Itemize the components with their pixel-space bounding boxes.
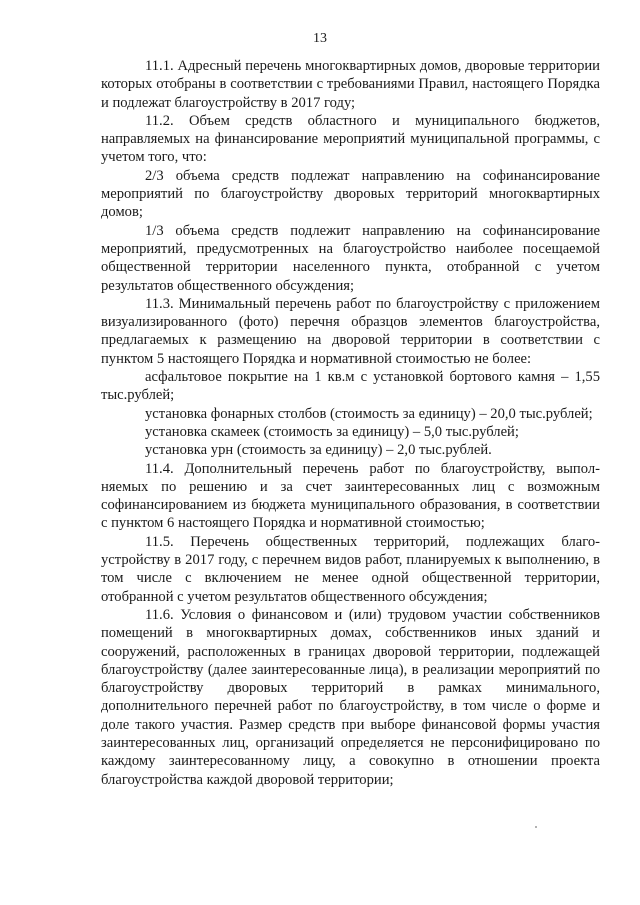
paragraph-11-4: 11.4. Дополнительный перечень работ по благоустройству, выпол- няемых по решению и за счет заинтересованных лиц с возможным софинансированием из бюджета муниципального образования, в соответствии с пунктом 6 настоящего Порядка и нормативной стоимостью; bbox=[101, 460, 600, 532]
list-item-lamp-posts: установка фонарных столбов (стоимость за единицу) – 20,0 тыс.рублей; bbox=[145, 405, 593, 422]
paragraph-11-1: 11.1. Адресный перечень многоквартирных домов, дворовые территории которых отобраны в соответствии с требованиями Правил, настоящего Порядка и подлежат благоустройству в 2017 году; bbox=[101, 58, 600, 111]
paragraph-one-third: 1/3 объема средств подлежит направлению на софинансирование мероприятий, предусмотренных на благоустройство наиболее посещаемой общественной территории населенного пункта, отобранной с учетом результатов общественного обсуждения; bbox=[101, 222, 600, 294]
paragraph-11-2: 11.2. Объем средств областного и муниципального бюджетов, направляемых на финансирование мероприятий муниципальной программы, с учетом того, что: bbox=[101, 112, 600, 166]
paragraph-11-5: 11.5. Перечень общественных территорий, подлежащих благо- устройству в 2017 году, с перечнем видов работ, планируемых к выполнению, в том числе с включением не менее одной общественной территории, отобранной с учетом результатов общественного обсуждения; bbox=[101, 533, 600, 605]
list-item-benches: установка скамеек (стоимость за единицу) – 5,0 тыс.рублей; bbox=[145, 423, 519, 440]
paragraph-11-3: 11.3. Минимальный перечень работ по благоустройству с приложением визуализированного (фото) перечня образцов элементов благоустройства, предлагаемых к размещению на дворовой территории в соответствии с пунктом 5 настоящего Порядка и нормативной стоимостью не более: bbox=[101, 295, 600, 367]
paragraph-11-6: 11.6. Условия о финансовом и (или) трудовом участии собственников помещений в многоквартирных домах, собственников иных зданий и сооружений, расположенных в границах дворовой территории, подлежащей благоустройству (далее заинтересованные лица), в реализации мероприятий по благоустройству дворовых территорий в рамках минимального, дополнительного перечней работ по благоустройству, в том числе о форме и доле такого участия. Размер средств при выборе финансовой формы участия заинтересованных лиц, организаций определяется не персонифицировано по каждому заинтересованному лицу, а совокупно в отношении проекта благоустройства каждой дворовой территории; bbox=[101, 606, 600, 788]
document-body bbox=[101, 57, 600, 789]
list-item-bins: установка урн (стоимость за единицу) – 2,0 тыс.рублей. bbox=[145, 442, 492, 459]
page-number: 13 bbox=[313, 31, 327, 46]
list-item-asphalt: асфальтовое покрытие на 1 кв.м с установкой бортового камня – 1,55 тыс.рублей; bbox=[101, 369, 600, 404]
paragraph-two-thirds: 2/3 объема средств подлежат направлению на софинансирование мероприятий по благоустройству дворовых территорий многоквартирных домов; bbox=[101, 167, 600, 221]
scan-speck bbox=[535, 826, 537, 828]
